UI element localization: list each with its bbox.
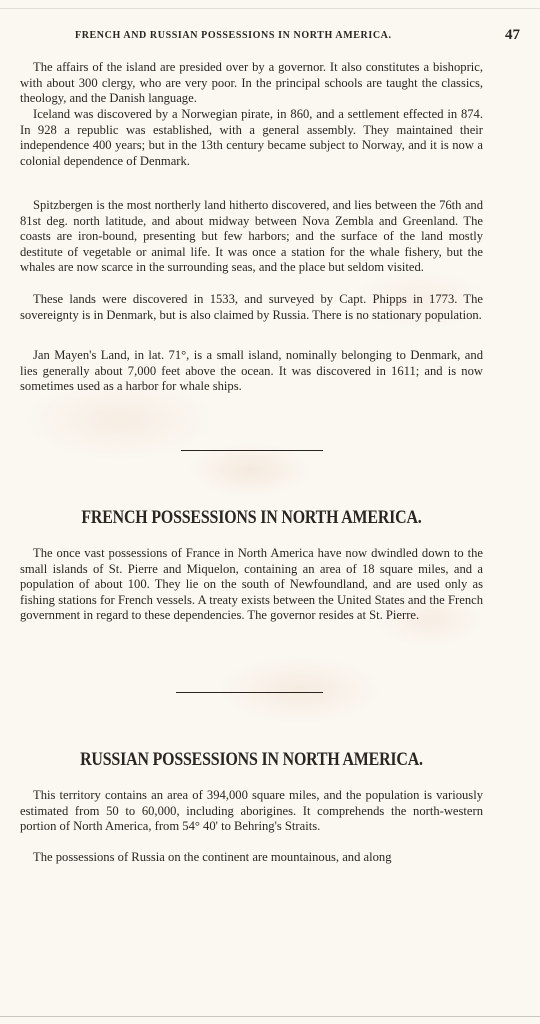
paragraph-russian-mountains: The possessions of Russia on the continent are mountainous, and along (33, 850, 392, 864)
paragraph-french-possessions: The once vast possessions of France in North America have now dwindled down to the small islands of St. Pierre and Miquelon, containing an area of 18 square miles, and a population of about 100. They lie on the south of Newfoundland, and are used only as fishing stations for French vessels. A treaty exists between the United States and the French government in regard to these dependencies. The governor resides at St. Pierre. (20, 546, 483, 623)
running-head: FRENCH AND RUSSIAN POSSESSIONS IN NORTH AMERICA. (75, 30, 392, 41)
paragraph-spitzbergen: Spitzbergen is the most northerly land hitherto discovered, and lies between the 76th and 81st deg. north latitude, and about midway between Nova Zembla and Greenland. The coasts are iron-bound, presenting but few harbors; and the surface of the land mostly destitute of vegetable or animal life. It was once a station for the whale fishery, but the whales are now scarce in the surrounding seas, and the place but seldom visited. (20, 198, 483, 275)
paragraph-spitzbergen-discovery: These lands were discovered in 1533, and surveyed by Capt. Phipps in 1773. The sovereignty is in Denmark, but is also claimed by Russia. There is no stationary population. (20, 292, 483, 322)
section-divider-rule (181, 450, 323, 451)
page-number: 47 (505, 27, 520, 43)
french-section-title: FRENCH POSSESSIONS IN NORTH AMERICA. (81, 508, 422, 528)
page-bottom-edge (0, 1016, 540, 1017)
paragraph-iceland-government: The affairs of the island are presided over by a governor. It also constitutes a bishopric, with about 300 clergy, who are very poor. In the principal schools are taught the classics, theology, and the Danish language. (20, 60, 483, 106)
paragraph-jan-mayen: Jan Mayen's Land, in lat. 71°, is a small island, nominally belonging to Denmark, and lies generally about 7,000 feet above the ocean. It was discovered in 1611; and is now sometimes used as a harbor for whale ships. (20, 348, 483, 394)
section-divider-rule (176, 692, 323, 693)
page-top-edge (0, 8, 540, 9)
russian-section-title: RUSSIAN POSSESSIONS IN NORTH AMERICA. (80, 750, 423, 770)
paragraph-russian-area: This territory contains an area of 394,000 square miles, and the population is variously estimated from 50 to 60,000, including aborigines. It comprehends the north-western portion of North America, from 54° 40' to Behring's Straits. (20, 788, 483, 834)
paragraph-iceland-history: Iceland was discovered by a Norwegian pirate, in 860, and a settlement effected in 874. In 928 a republic was established, with a general assembly. They maintained their independence 400 years; but in the 13th century became subject to Norway, and it is now a colonial dependence of Denmark. (20, 107, 483, 168)
page-header (20, 28, 520, 48)
